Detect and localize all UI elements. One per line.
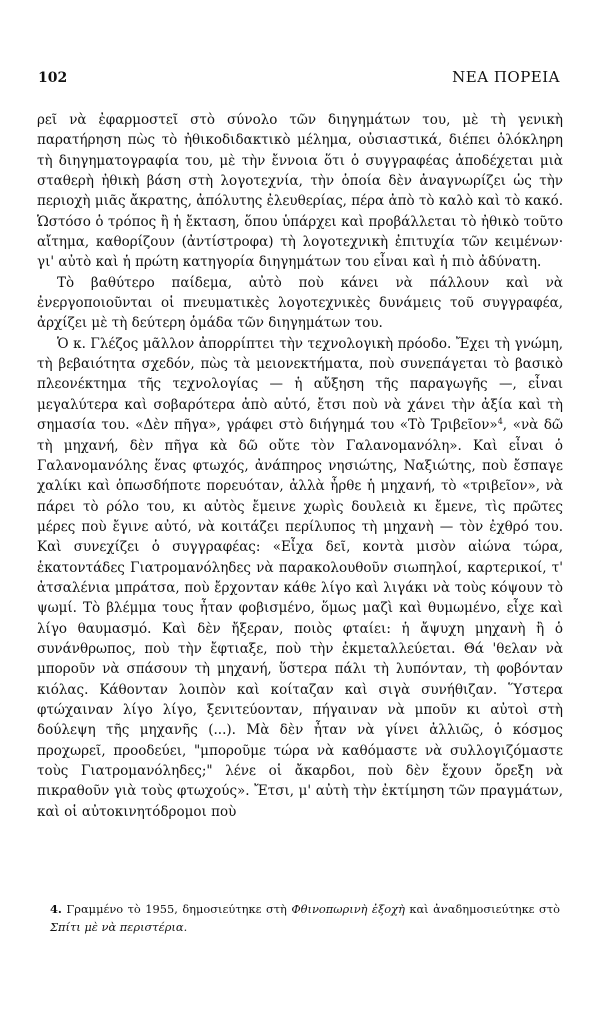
paragraph-3-continuation: «νὰ δῶ τὴ μηχανή, δὲν πῆγα κὰ δῶ οὔτε τὸν Γαλανομανόλη». Καὶ εἶναι ὁ Γαλανομανόλης ἕνας φτωχός, ἀνάπηρος νησιώτης, Ναξιώτης, ποὺ ἔσπαγε χαλίκι καὶ ὁπωσδήποτε πορευόταν, ἀλλὰ ἦρθε ἡ μηχανή, τὸ «τριβεῖον», νὰ πάρει τὸ ρόλο του, κι αὐτὸς ἔμεινε χωρὶς δουλειὰ κι ἔμενε, τὶς πρῶτες μέρες ποὺ ἔγινε αὐτό, νὰ κοιτάζει περίλυπος τὴ μηχανὴ — τὸν ἐχθρό του. Καὶ συνεχίζει ὁ συγγραφέας: «Εἶχα δεῖ, κοντὰ μισὸν αἰώνα τώρα, ἑκατοντάδες Γιατρομανόληδες νὰ παρακολουθοῦν σιωπηλοί, καρτερικοί, τ' ἀτσαλένια μπράτσα, ποὺ ἔρχονταν κάθε λίγο καὶ λιγάκι νὰ τοὺς κόψουν τὸ ψωμί. Τὸ βλέμμα τους ἦταν φοβισμένο, ὅμως μαζὶ καὶ θυμωμένο, εἶχε καὶ λίγο θαυμασμό. Καὶ δὲν ἤξεραν, ποιὸς φταίει: ἡ ἄψυχη μηχανὴ ἢ ὁ συνάνθρωπος, ποὺ τὴν ἔφτιαξε, ποὺ τὴν ἐκμεταλλεύεται. Θά 'θελαν νὰ μποροῦν νὰ σπάσουν τὴ μηχανή, ὕστερα πάλι τὴ λυπόνταν, τὴ φοβόνταν κιόλας. Κάθονταν λοιπὸν καὶ κοίταζαν καὶ σιγὰ συνήθιζαν. Ὕστερα φτώχαιναν λίγο λίγο, ξενιτεύονταν, πήγαιναν νὰ μποῦν κι αὐτοὶ στὴ δούλεψη τῆς μηχανῆς (...). Μὰ δὲν ἦταν νὰ γίνει ἀλλιῶς, ὁ κόσμος προχωρεῖ, προοδεύει, "μποροῦμε τώρα νὰ καθόμαστε νὰ συλλογιζόμαστε τοὺς Γιατρομανόληδες;" λένε οἱ ἄκαρδοι, ποὺ δὲν ἔχουν ὄρεξη νὰ πικραθοῦν γιὰ τοὺς φτωχούς». Ἔτσι, μ' αὐτὴ τὴν ἐκτίμηση τῶν πραγμάτων, καὶ οἱ αὐτοκινητόδρομοι ποὺ <box>37 417 563 820</box>
footnote-reference[interactable]: 4 <box>497 417 503 427</box>
footnote-title-2: Σπίτι μὲ νὰ περιστέρια. <box>50 920 188 934</box>
footnote-text-2: καὶ ἀναδημοσιεύτηκε στὸ <box>409 902 560 916</box>
paragraph-1: ρεῖ νὰ ἐφαρμοστεῖ στὸ σύνολο τῶν διηγημάτων του, μὲ τὴ γενικὴ παρατήρηση πὼς τὸ ἠθικοδιδακτικὸ μέλημα, οὐσιαστικά, διέπει ὁλόκληρη τὴ διηγηματογραφία του, μὲ τὴν ἔννοια ὅτι ὁ συγγραφέας ἀποδέχεται μιὰ σταθερὴ ἠθικὴ βάση στὴ λογοτεχνία, τὴν ὁποία δὲν ἀναγνωρίζει ὡς τὴν περιοχὴ μιᾶς ἄκρατης, ἀπόλυτης ἐλευθερίας, πέρα ἀπὸ τὸ καλὸ καὶ τὸ κακό. Ὡστόσο ὁ τρόπος ἢ ἡ ἔκταση, ὅπου ὑπάρχει καὶ προβάλλεται τὸ ἠθικὸ τοῦτο αἴτημα, καθορίζουν (ἀντίστροφα) τὴ λογοτεχνικὴ ἐπιτυχία τῶν κειμένων· γι' αὐτὸ καὶ ἡ πρώτη κατηγορία διηγημάτων του εἶναι καὶ ἡ πιὸ ἀδύνατη. <box>37 112 563 271</box>
page-header <box>38 68 560 86</box>
footnote-title-1: Φθινοπωρινὴ ἐξοχὴ <box>291 902 405 916</box>
journal-title: ΝΕΑ ΠΟΡΕΙΑ <box>452 68 560 86</box>
footnote-text-1: Γραμμένο τὸ 1955, δημοσιεύτηκε στὴ <box>66 902 287 916</box>
page-number: 102 <box>38 70 68 86</box>
paragraph-3: Ὁ κ. Γλέζος μᾶλλον ἀπορρίπτει τὴν τεχνολογικὴ πρόοδο. Ἔχει τὴ γνώμη, τὴ βεβαιότητα σχεδόν, πὼς τὰ μειονεκτήματα, ποὺ συνεπάγεται τὸ βασικὸ πλεονέκτημα τῆς τεχνολογίας — ἡ αὔξηση τῆς παραγωγῆς —, εἶναι μεγαλύτερα καὶ σοβαρότερα ἀπὸ αὐτό, ἔτσι ποὺ νὰ χάνει τὴν ἀξία καὶ τὴ σημασία του. «Δὲν πῆγα», γράφει στὸ διήγημά του «Τὸ Τριβεῖον»$^4$, «νὰ δῶ τὴ μηχανή, δὲν πῆγα κὰ δῶ οὔτε τὸν Γαλανομανόλη». Καὶ εἶναι ὁ Γαλανομανόλης ἕνας φτωχός, ἀνάπηρος νησιώτης, Ναξιώτης, ποὺ ἔσπαγε χαλίκι καὶ ὁπωσδήποτε πορευόταν, ἀλλὰ ἦρθε ἡ μηχανή, τὸ «τριβεῖον», νὰ πάρει τὸ ρόλο του, κι αὐτὸς ἔμεινε χωρὶς δουλειὰ κι ἔμενε, τὶς πρῶτες μέρες ποὺ ἔγινε αὐτό, νὰ κοιτάζει περίλυπος τὴ μηχανὴ — τὸν ἐχθρό του. Καὶ συνεχίζει ὁ συγγραφέας: «Εἶχα δεῖ, κοντὰ μισὸν αἰώνα τώρα, ἑκατοντάδες Γιατρομανόληδες νὰ παρακολουθοῦν σιωπηλοί, καρτερικοί, τ' ἀτσαλένια μπράτσα, ποὺ ἔρχονταν κάθε λίγο καὶ λιγάκι νὰ τοὺς κόψουν τὸ ψωμί. Τὸ βλέμμα τους ἦταν φοβισμένο, ὅμως μαζὶ καὶ θυμωμένο, εἶχε καὶ λίγο θαυμασμό. Καὶ δὲν ἤξεραν, ποιὸς φταίει: ἡ ἄψυχη μηχανὴ ἢ ὁ συνάνθρωπος, ποὺ τὴν ἔφτιαξε, ποὺ τὴν ἐκμεταλλεύεται. Θά 'θελαν νὰ μποροῦν νὰ σπάσουν τὴ μηχανή, ὕστερα πάλι τὴ λυπόνταν, τὴ φοβόνταν κιόλας. Κάθονταν λοιπὸν καὶ κοίταζαν καὶ σιγὰ συνήθιζαν. Ὕστερα φτώχαιναν λίγο λίγο, ξενιτεύονταν, πήγαιναν νὰ μποῦν κι αὐτοὶ στὴ δούλεψη τῆς μηχανῆς (...). Μὰ δὲν ἦταν νὰ γίνει ἀλλιῶς, ὁ κόσμος προχωρεῖ, προοδεύει, "μποροῦμε τώρα νὰ καθόμαστε νὰ συλλογιζόμαστε τοὺς Γιατρομανόληδες;" λένε οἱ ἄκαρδοι, ποὺ δὲν ἔχουν ὄρεξη νὰ πικραθοῦν γιὰ τοὺς φτωχούς». Ἔτσι, μ' αὐτὴ τὴν ἐκτίμηση τῶν πραγμάτων, καὶ οἱ αὐτοκινητόδρομοι ποὺ <box>37 335 563 820</box>
body-text <box>37 110 563 822</box>
paragraph-3-text: Ὁ κ. Γλέζος μᾶλλον ἀπορρίπτει τὴν τεχνολογικὴ πρόοδο. Ἔχει τὴ γνώμη, τὴ βεβαιότητα σχεδόν, πὼς τὰ μειονεκτήματα, ποὺ συνεπάγεται τὸ βασικὸ πλεονέκτημα τῆς τεχνολογίας — ἡ αὔξηση τῆς παραγωγῆς —, εἶναι μεγαλύτερα καὶ σοβαρότερα ἀπὸ αὐτό, ἔτσι ποὺ νὰ χάνει τὴν ἀξία καὶ τὴ σημασία του. «Δὲν πῆγα», γράφει στὸ διήγημά του «Τὸ Τριβεῖον» <box>37 335 563 434</box>
footnote <box>50 900 560 936</box>
paragraph-2: Τὸ βαθύτερο παίδεμα, αὐτὸ ποὺ κάνει νὰ πάλλουν καὶ νὰ ἐνεργοποιοῦνται οἱ πνευματικὲς λογοτεχνικὲς δυνάμεις τοῦ συγγραφέα, ἀρχίζει μὲ τὴ δεύτερη ὁμάδα τῶν διηγημάτων του. <box>37 274 563 332</box>
footnote-number: 4. <box>50 902 62 916</box>
